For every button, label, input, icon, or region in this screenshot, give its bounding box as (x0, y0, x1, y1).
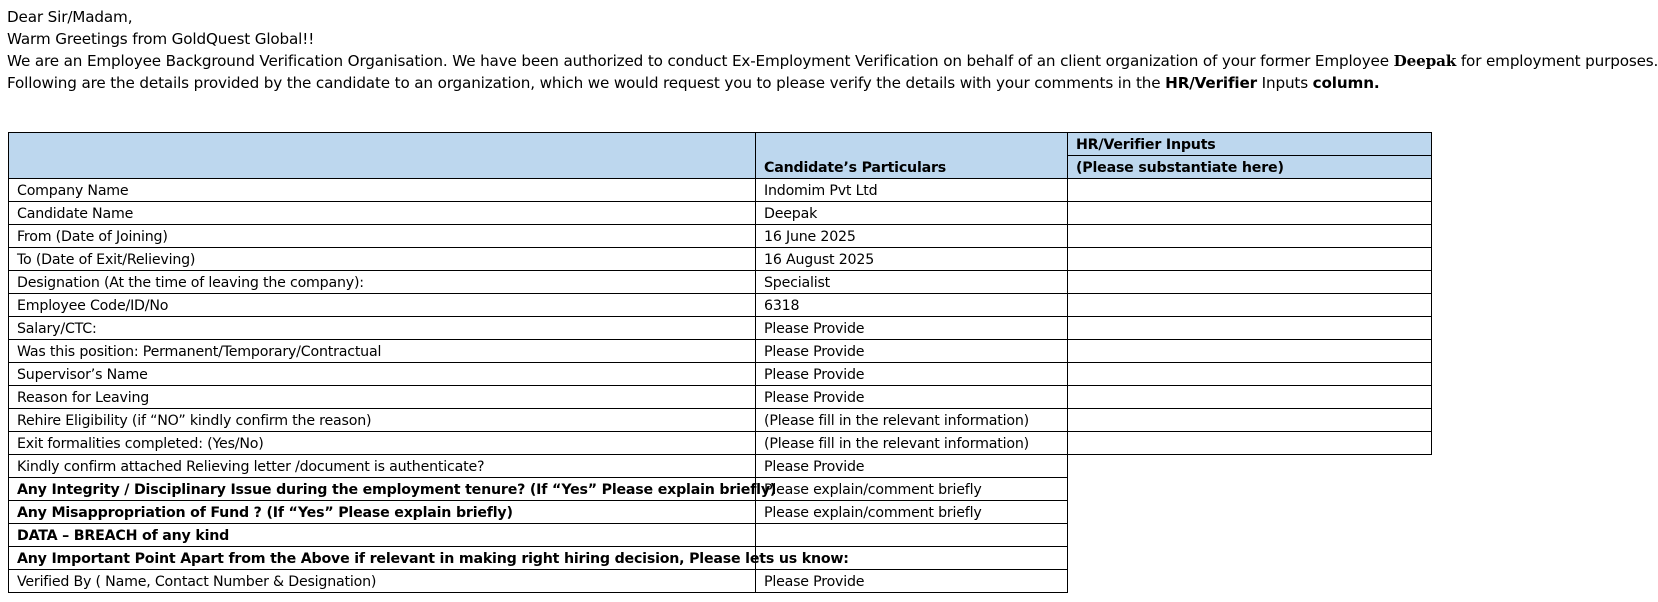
row-label: Verified By ( Name, Contact Number & Designation) (9, 570, 756, 593)
candidate-value: 16 June 2025 (756, 225, 1068, 248)
table-row (9, 478, 1432, 501)
hr-input-cell[interactable] (1068, 432, 1432, 455)
blank-cell (1068, 524, 1432, 547)
candidate-value: (Please fill in the relevant information) (756, 409, 1068, 432)
table-row (9, 363, 1432, 386)
para2-text-mid: Inputs (1256, 74, 1313, 92)
candidate-value: (Please fill in the relevant information) (756, 432, 1068, 455)
hr-verifier-header: HR/Verifier Inputs (1068, 133, 1432, 156)
row-label: Salary/CTC: (9, 317, 756, 340)
candidate-value: 6318 (756, 294, 1068, 317)
candidate-value: Specialist (756, 271, 1068, 294)
row-label: Was this position: Permanent/Temporary/Contractual (9, 340, 756, 363)
row-label: To (Date of Exit/Relieving) (9, 248, 756, 271)
table-row (9, 340, 1432, 363)
para1-text: We are an Employee Background Verification Organisation. We have been authorized to conduct Ex-Employment Verification on behalf of an client organization of your former Employee (7, 52, 1394, 70)
hr-input-cell[interactable] (1068, 363, 1432, 386)
row-label: Reason for Leaving (9, 386, 756, 409)
table-row (9, 179, 1432, 202)
row-label: Exit formalities completed: (Yes/No) (9, 432, 756, 455)
candidate-value: Please Provide (756, 363, 1068, 386)
hr-input-cell[interactable] (1068, 317, 1432, 340)
table-row (9, 432, 1432, 455)
row-label: Company Name (9, 179, 756, 202)
table-header-row-1 (9, 133, 1432, 156)
salutation: Dear Sir/Madam, (7, 8, 133, 26)
blank-cell (1068, 501, 1432, 524)
para1-text-end: for employment purposes. (1456, 52, 1658, 70)
hr-input-cell[interactable] (1068, 225, 1432, 248)
row-label: From (Date of Joining) (9, 225, 756, 248)
table-row (9, 225, 1432, 248)
blank-cell (1068, 455, 1432, 478)
row-label: Kindly confirm attached Relieving letter /document is authenticate? (9, 455, 756, 478)
candidate-value: Please explain/comment briefly (756, 478, 1068, 501)
hr-input-cell[interactable] (1068, 202, 1432, 225)
table-row (9, 524, 1432, 547)
candidate-value (756, 524, 1068, 547)
table-row (9, 570, 1432, 593)
row-label: Any Important Point Apart from the Above if relevant in making right hiring decision, Please lets us know: (9, 547, 756, 570)
candidate-particulars-header: Candidate’s Particulars (756, 133, 1068, 179)
table-row (9, 271, 1432, 294)
candidate-value: Please Provide (756, 455, 1068, 478)
table-row (9, 317, 1432, 340)
table-row (9, 455, 1432, 478)
intro-paragraph-1 (7, 50, 1658, 72)
row-label: Any Misappropriation of Fund ? (If “Yes” Please explain briefly) (9, 501, 756, 524)
para2-text: Following are the details provided by the candidate to an organization, which we would request you to please verify the details with your comments in the (7, 74, 1166, 92)
table-row (9, 547, 1432, 570)
row-label: Supervisor’s Name (9, 363, 756, 386)
hr-input-cell[interactable] (1068, 386, 1432, 409)
blank-cell (1068, 547, 1432, 570)
blank-cell (1068, 570, 1432, 593)
candidate-value: Please Provide (756, 386, 1068, 409)
candidate-value: Please Provide (756, 570, 1068, 593)
hr-verifier-emphasis: HR/Verifier (1165, 74, 1257, 92)
candidate-value: Please explain/comment briefly (756, 501, 1068, 524)
row-label: Employee Code/ID/No (9, 294, 756, 317)
hr-substantiate-header: (Please substantiate here) (1068, 156, 1432, 179)
table-row (9, 202, 1432, 225)
hr-input-cell[interactable] (1068, 271, 1432, 294)
table-row (9, 386, 1432, 409)
column-emphasis: column. (1312, 74, 1380, 92)
candidate-value: Deepak (756, 202, 1068, 225)
table-row (9, 294, 1432, 317)
candidate-value: Please Provide (756, 317, 1068, 340)
row-label: Any Integrity / Disciplinary Issue during the employment tenure? (If “Yes” Please explain briefly) (9, 478, 756, 501)
hr-input-cell[interactable] (1068, 409, 1432, 432)
row-label: Rehire Eligibility (if “NO” kindly confirm the reason) (9, 409, 756, 432)
table-row (9, 501, 1432, 524)
blank-cell (1068, 478, 1432, 501)
candidate-value: Please Provide (756, 340, 1068, 363)
hr-input-cell[interactable] (1068, 248, 1432, 271)
hr-input-cell[interactable] (1068, 179, 1432, 202)
table-row (9, 248, 1432, 271)
intro-paragraph-2 (7, 72, 1632, 94)
verification-table (8, 132, 1432, 593)
row-label: DATA – BREACH of any kind (9, 524, 756, 547)
greeting: Warm Greetings from GoldQuest Global!! (7, 30, 315, 48)
letter-intro (7, 6, 1658, 94)
hr-input-cell[interactable] (1068, 294, 1432, 317)
table-row (9, 409, 1432, 432)
row-label: Designation (At the time of leaving the company): (9, 271, 756, 294)
candidate-value: 16 August 2025 (756, 248, 1068, 271)
employee-name: Deepak (1393, 52, 1457, 70)
hr-input-cell[interactable] (1068, 340, 1432, 363)
row-label: Candidate Name (9, 202, 756, 225)
candidate-value: Indomim Pvt Ltd (756, 179, 1068, 202)
header-label-cell (9, 133, 756, 179)
